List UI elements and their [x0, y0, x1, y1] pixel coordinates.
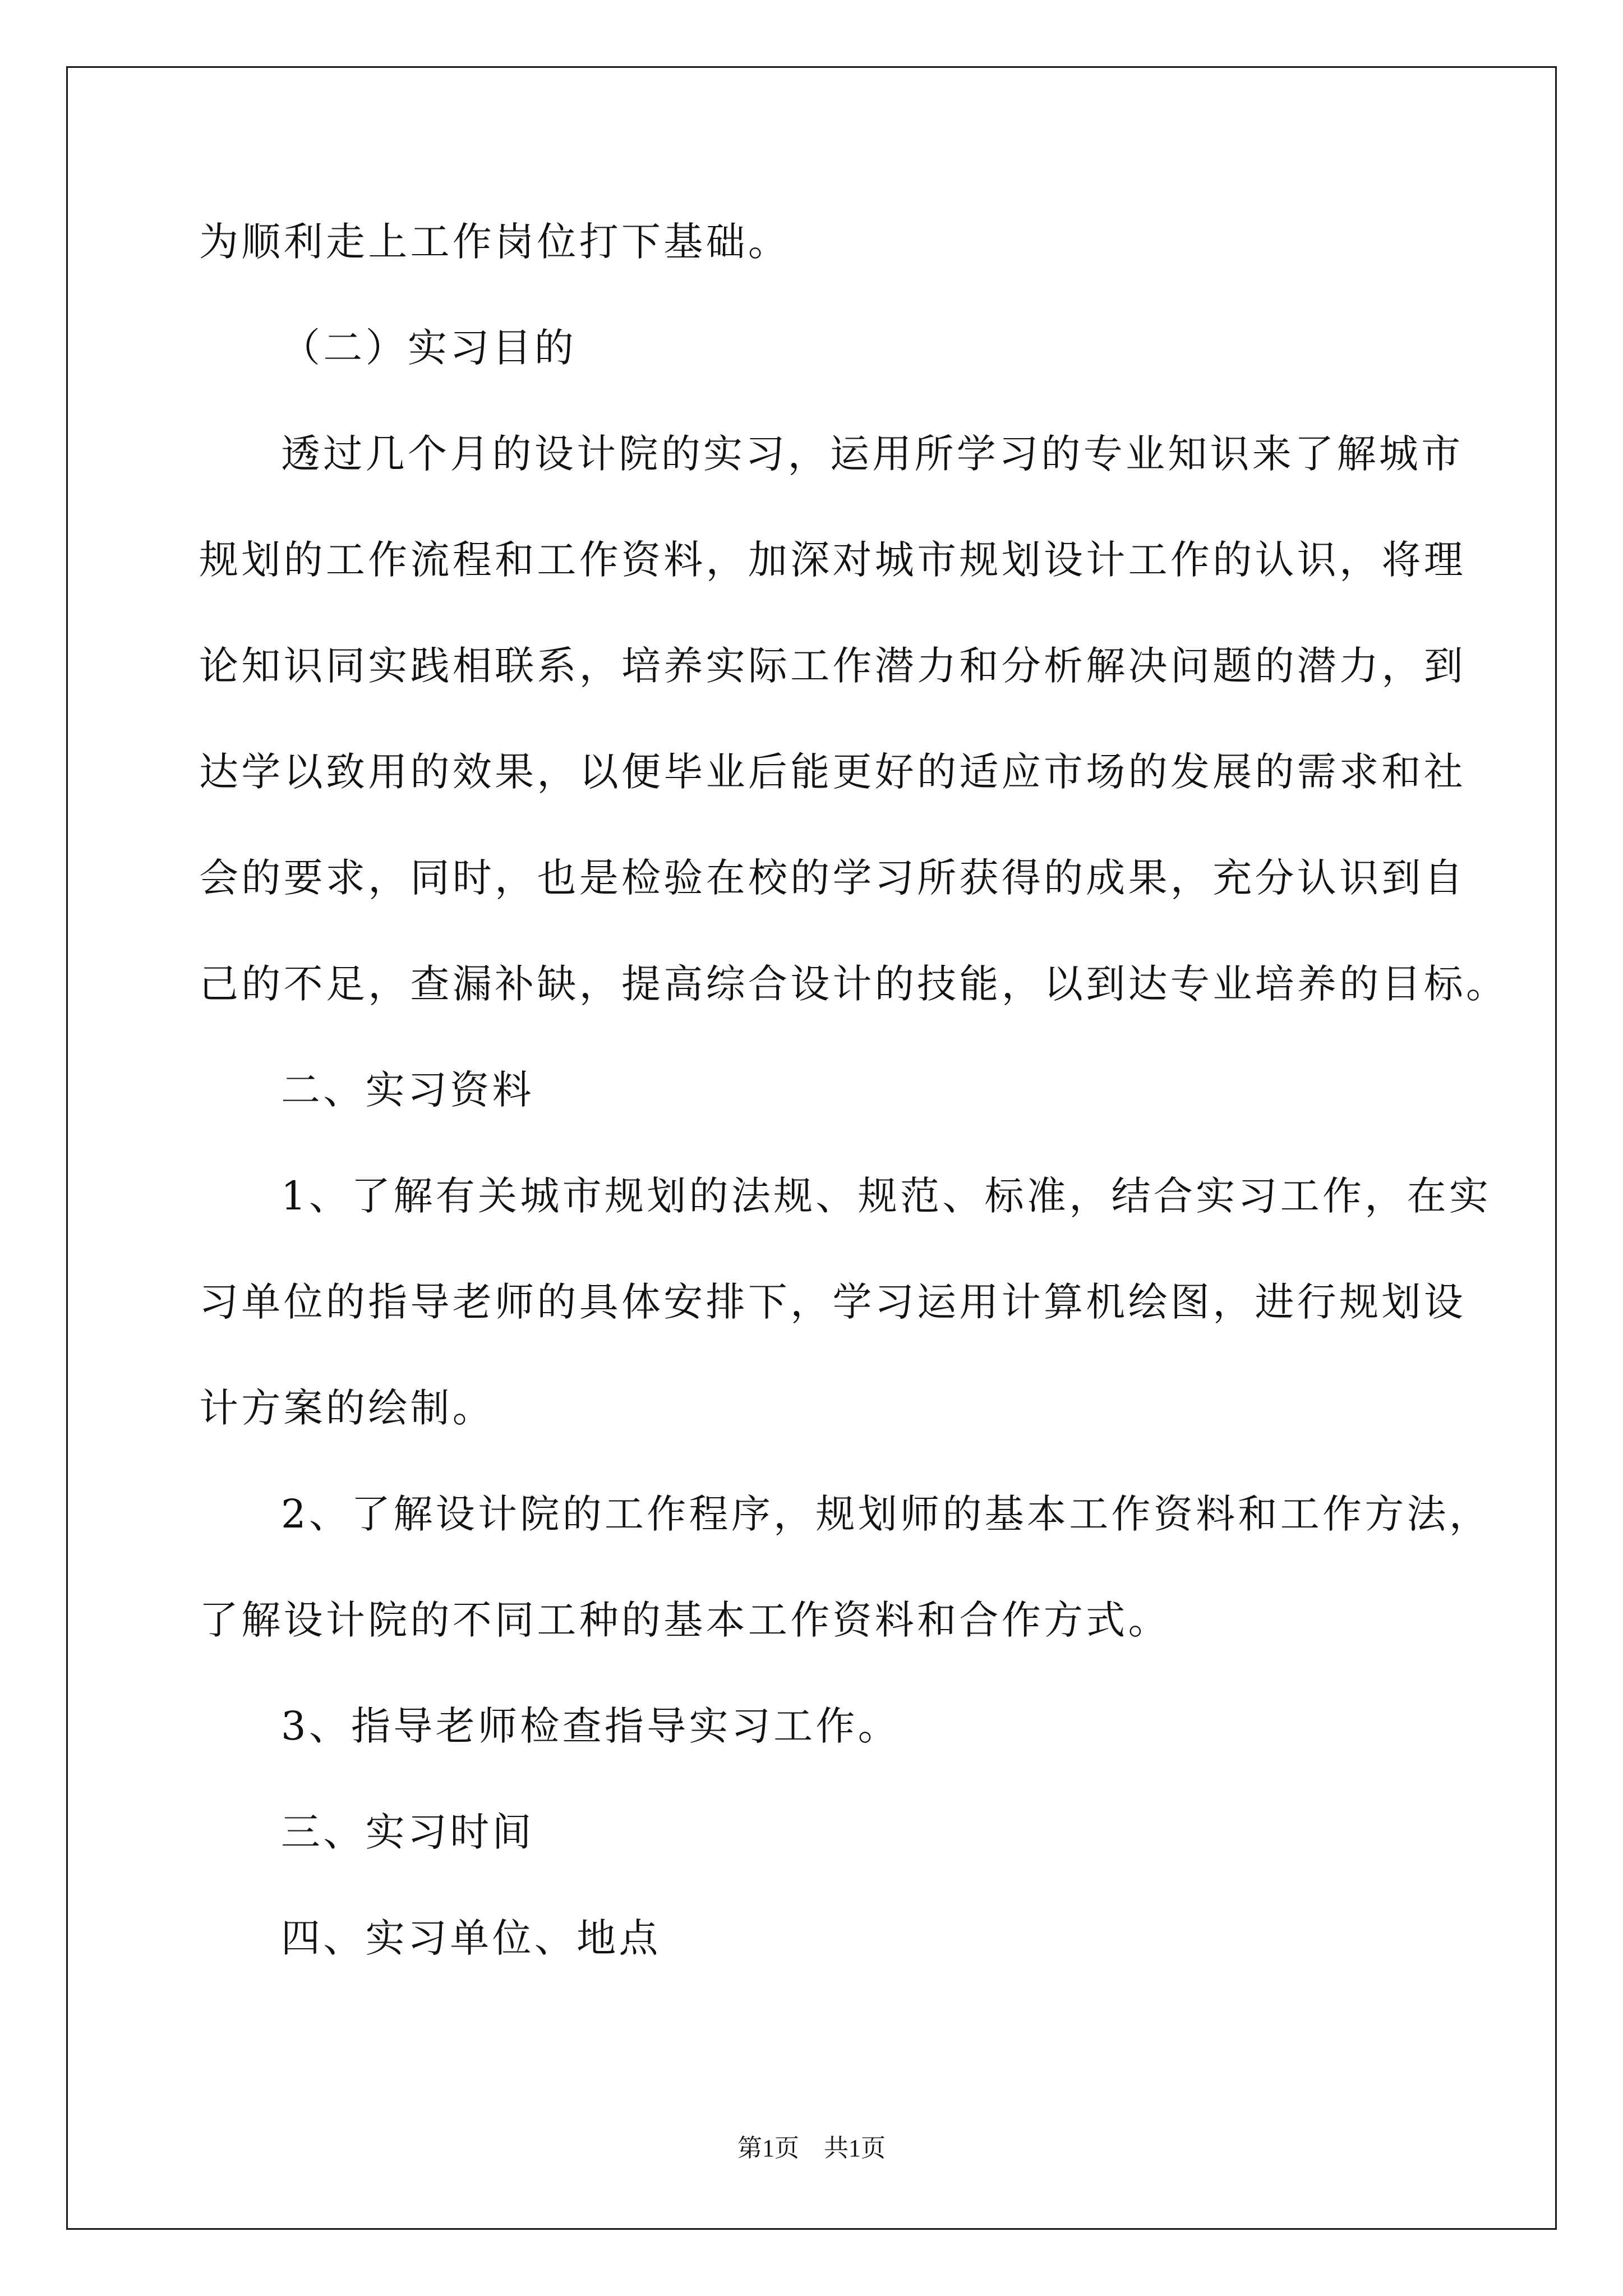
- paragraph-line: 习单位的指导老师的具体安排下，学习运用计算机绘图，进行规划设: [199, 1279, 1466, 1325]
- paragraph-line: 为顺利走上工作岗位打下基础。: [199, 219, 791, 265]
- section-heading: 四、实习单位、地点: [281, 1915, 661, 1961]
- paragraph-line: 会的要求，同时，也是检验在校的学习所获得的成果，充分认识到自: [199, 855, 1466, 901]
- page-border: [66, 66, 1557, 2230]
- paragraph-line: 己的不足，查漏补缺，提高综合设计的技能，以到达专业培养的目标。: [199, 961, 1509, 1007]
- paragraph-line: 3、指导老师检查指导实习工作。: [281, 1703, 901, 1749]
- paragraph-line: 论知识同实践相联系，培养实际工作潜力和分析解决问题的潜力，到: [199, 643, 1466, 689]
- paragraph-line: 达学以致用的效果，以便毕业后能更好的适应市场的发展的需求和社: [199, 749, 1466, 795]
- page-number-footer: 第1页 共1页: [737, 2134, 886, 2162]
- paragraph-line: 规划的工作流程和工作资料，加深对城市规划设计工作的认识，将理: [199, 537, 1466, 583]
- paragraph-line: 计方案的绘制。: [199, 1385, 495, 1431]
- paragraph-line: 2、了解设计院的工作程序，规划师的基本工作资料和工作方法，: [281, 1491, 1492, 1537]
- paragraph-line: 了解设计院的不同工种的基本工作资料和合作方式。: [199, 1597, 1170, 1643]
- section-heading: （二）实习目的: [281, 325, 577, 371]
- paragraph-line: 透过几个月的设计院的实习，运用所学习的专业知识来了解城市: [281, 431, 1464, 477]
- paragraph-line: 1、了解有关城市规划的法规、规范、标准，结合实习工作，在实: [281, 1173, 1492, 1219]
- section-heading: 二、实习资料: [281, 1067, 534, 1113]
- section-heading: 三、实习时间: [281, 1809, 534, 1855]
